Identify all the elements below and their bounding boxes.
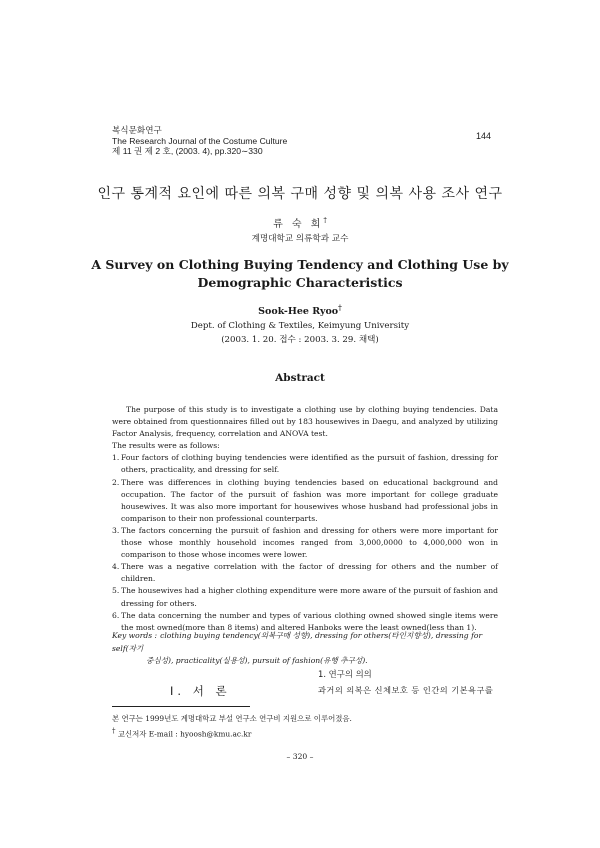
page-number-bottom: – 320 – xyxy=(286,752,314,761)
result-item xyxy=(112,561,498,585)
korean-affiliation: 계명대학교 의류학과 교수 xyxy=(251,234,349,244)
subsection-heading: 1. 연구의 의의 xyxy=(318,669,372,679)
abstract-body xyxy=(112,404,498,634)
english-author-marker: † xyxy=(338,303,342,312)
abstract-intro: The purpose of this study is to investigate a clothing use by clothing buying tendencies. Data were obtained from questionnaires filled out by 183 housewives in Daegu, and analyzed by utilizing Factor Analysis, frequency, correlation and ANOVA test. xyxy=(112,405,498,439)
section-heading-introduction: Ⅰ. 서 론 xyxy=(170,684,231,698)
keywords xyxy=(112,630,500,668)
footnote-funding: 본 연구는 1999년도 계명대학교 부설 연구소 연구비 지원으로 이루어졌음. xyxy=(112,714,352,723)
result-item xyxy=(112,525,498,561)
footnote-corresponding xyxy=(112,725,352,740)
body-text-start: 과거의 의복은 신체보호 등 인간의 기본욕구를 xyxy=(318,685,494,695)
english-title-line1: A Survey on Clothing Buying Tendency and Clothing Use by xyxy=(91,257,509,272)
keywords-line1: clothing buying tendency(의복구매 성향), dressing for others(타인지향성), dressing for self(자기 xyxy=(112,631,483,653)
footnotes xyxy=(112,713,352,740)
result-number: 6. xyxy=(112,610,120,620)
journal-header xyxy=(112,125,287,157)
korean-author xyxy=(0,215,600,230)
keywords-label: Key words : xyxy=(112,631,158,640)
abstract-results-list xyxy=(112,452,498,633)
result-text: There was differences in clothing buying tendencies based on educational background and occupation. The factor of the pursuit of fashion was more important for college graduate housewives. It was also more important for housewives whose husband had professional jobs in comparison to their non professional counterparts. xyxy=(121,477,498,523)
english-affiliation: Dept. of Clothing & Textiles, Keimyung University xyxy=(190,321,410,331)
footnote-marker: † xyxy=(112,727,116,735)
result-number: 1. xyxy=(112,453,120,463)
english-affiliation-block xyxy=(0,320,600,347)
abstract-results-intro: The results were as follows: xyxy=(112,441,220,451)
footnote-rule xyxy=(112,706,250,707)
result-text: The data concerning the number and types of various clothing owned showed single items were the most owned(more than 8 items) and altered Hanboks were the least owned(less than 1). xyxy=(121,610,498,632)
english-author-name: Sook-Hee Ryoo xyxy=(258,306,339,318)
result-number: 3. xyxy=(112,525,120,535)
result-item xyxy=(112,477,498,525)
result-text: There was a negative correlation with the factor of dressing for others and the number of children. xyxy=(121,562,498,584)
journal-korean-name: 복식문화연구 xyxy=(112,125,162,135)
result-text: The housewives had a higher clothing expenditure were more aware of the pursuit of fashion and dressing for others. xyxy=(121,586,498,608)
keywords-line2: 중심성), practicality(실용성), pursuit of fashion(유행 추구성). xyxy=(146,656,368,665)
received-accepted-dates: (2003. 1. 20. 접수 : 2003. 3. 29. 채택) xyxy=(221,334,379,345)
result-number: 5. xyxy=(112,586,120,596)
journal-volume-info: 제 11 권 제 2 호, (2003. 4), pp.320∼330 xyxy=(112,146,263,156)
korean-author-name: 류 숙 희 xyxy=(273,219,324,230)
result-number: 4. xyxy=(112,562,120,572)
result-text: The factors concerning the pursuit of fashion and dressing for others were more important for those whose monthly household incomes ranged from 3,000,0000 to 4,000,000 won in comparison to those whose incomes were lower. xyxy=(121,525,498,560)
result-item xyxy=(112,452,498,476)
abstract-heading: Abstract xyxy=(275,372,325,384)
page-number-top: 144 xyxy=(476,131,492,141)
english-title-line2: Demographic Characteristics xyxy=(197,275,403,290)
korean-title: 인구 통계적 요인에 따른 의복 구매 성향 및 의복 사용 조사 연구 xyxy=(97,186,503,202)
result-item xyxy=(112,585,498,609)
journal-english-name: The Research Journal of the Costume Culture xyxy=(112,135,288,146)
result-number: 2. xyxy=(112,477,120,487)
english-author xyxy=(0,303,600,317)
english-title xyxy=(0,256,600,292)
footnote-corresponding-text: 교신저자 E-mail : hyoosh@kmu.ac.kr xyxy=(117,729,252,739)
korean-author-marker: † xyxy=(323,216,327,225)
result-text: Four factors of clothing buying tendencies were identified as the pursuit of fashion, dressing for others, practicality, and dressing for self. xyxy=(121,453,498,475)
